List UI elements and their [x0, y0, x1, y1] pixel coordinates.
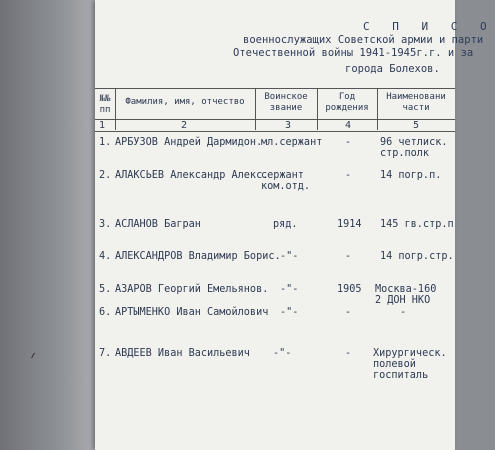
row-name: АЛАКСЬЕВ Александр Алекс.: [115, 170, 269, 181]
row-year: -: [345, 137, 352, 148]
row-year: -: [345, 307, 352, 318]
row-rank: -"-: [273, 348, 292, 359]
row-name: АРБУЗОВ Андрей Дармидон.: [115, 137, 263, 148]
col-divider: [115, 88, 116, 130]
col-num-4: 4: [345, 120, 352, 131]
col-head-num: №№ пп: [99, 94, 111, 115]
row-unit: 96 четлиск. стр.полк: [380, 137, 448, 159]
row-name: АСЛАНОВ Багран: [115, 219, 201, 230]
row-number: 3.: [99, 219, 112, 230]
background-edge: [0, 0, 95, 450]
column-number-row: [95, 119, 455, 132]
row-number: 4.: [99, 251, 112, 262]
row-rank: ряд.: [273, 219, 298, 230]
row-unit: -: [400, 307, 407, 318]
row-unit: 14 погр.стр.: [380, 251, 454, 262]
col-num-2: 2: [181, 120, 188, 131]
col-head-rank: Воинское звание: [264, 92, 308, 113]
col-num-5: 5: [413, 120, 420, 131]
row-rank: -"-: [280, 307, 299, 318]
row-year: -: [345, 348, 352, 359]
col-divider: [317, 88, 318, 130]
row-year: -: [345, 251, 352, 262]
col-head-name: Фамилия, имя, отчество: [125, 97, 245, 107]
document-page: [95, 0, 495, 450]
row-number: 6.: [99, 307, 112, 318]
col-head-unit: Наименовани части: [386, 92, 446, 113]
table-header: [95, 88, 455, 132]
row-rank: мл.сержант: [261, 137, 323, 148]
doc-subtitle-1: военнослужащих Советской армии и парти: [243, 34, 484, 46]
row-rank: -"-: [280, 251, 299, 262]
doc-title: С П И С О: [363, 20, 495, 33]
doc-subtitle-2: Отечественной войны 1941-1945г.г. и за: [233, 47, 474, 59]
row-year: 1914: [337, 219, 362, 230]
row-name: АЛЕКСАНДРОВ Владимир Борис.: [115, 251, 281, 262]
row-name: АВДЕЕВ Иван Васильевич: [115, 348, 250, 359]
row-number: 2.: [99, 170, 112, 181]
row-unit: 14 погр.п.: [380, 170, 442, 181]
row-number: 7.: [99, 348, 112, 359]
col-divider: [377, 88, 378, 130]
col-head-year: Год рождения: [325, 92, 369, 113]
row-year: 1905: [337, 284, 362, 295]
col-divider: [255, 88, 256, 130]
row-name: АРТЫМЕНКО Иван Самойлович: [115, 307, 269, 318]
row-unit: Москва-160 2 ДОН НКО: [375, 284, 437, 306]
doc-subtitle-3: города Болехов.: [345, 63, 440, 75]
row-rank: сержант ком.отд.: [261, 170, 311, 192]
col-num-3: 3: [285, 120, 292, 131]
col-num-1: 1: [99, 120, 106, 131]
row-number: 5.: [99, 284, 112, 295]
row-rank: -"-: [280, 284, 299, 295]
row-name: АЗАРОВ Георгий Емельянов.: [115, 284, 269, 295]
row-year: -: [345, 170, 352, 181]
row-number: 1.: [99, 137, 112, 148]
row-unit: Хирургическ. полевой госпиталь: [373, 348, 447, 381]
row-unit: 145 гв.стр.п: [380, 219, 454, 230]
